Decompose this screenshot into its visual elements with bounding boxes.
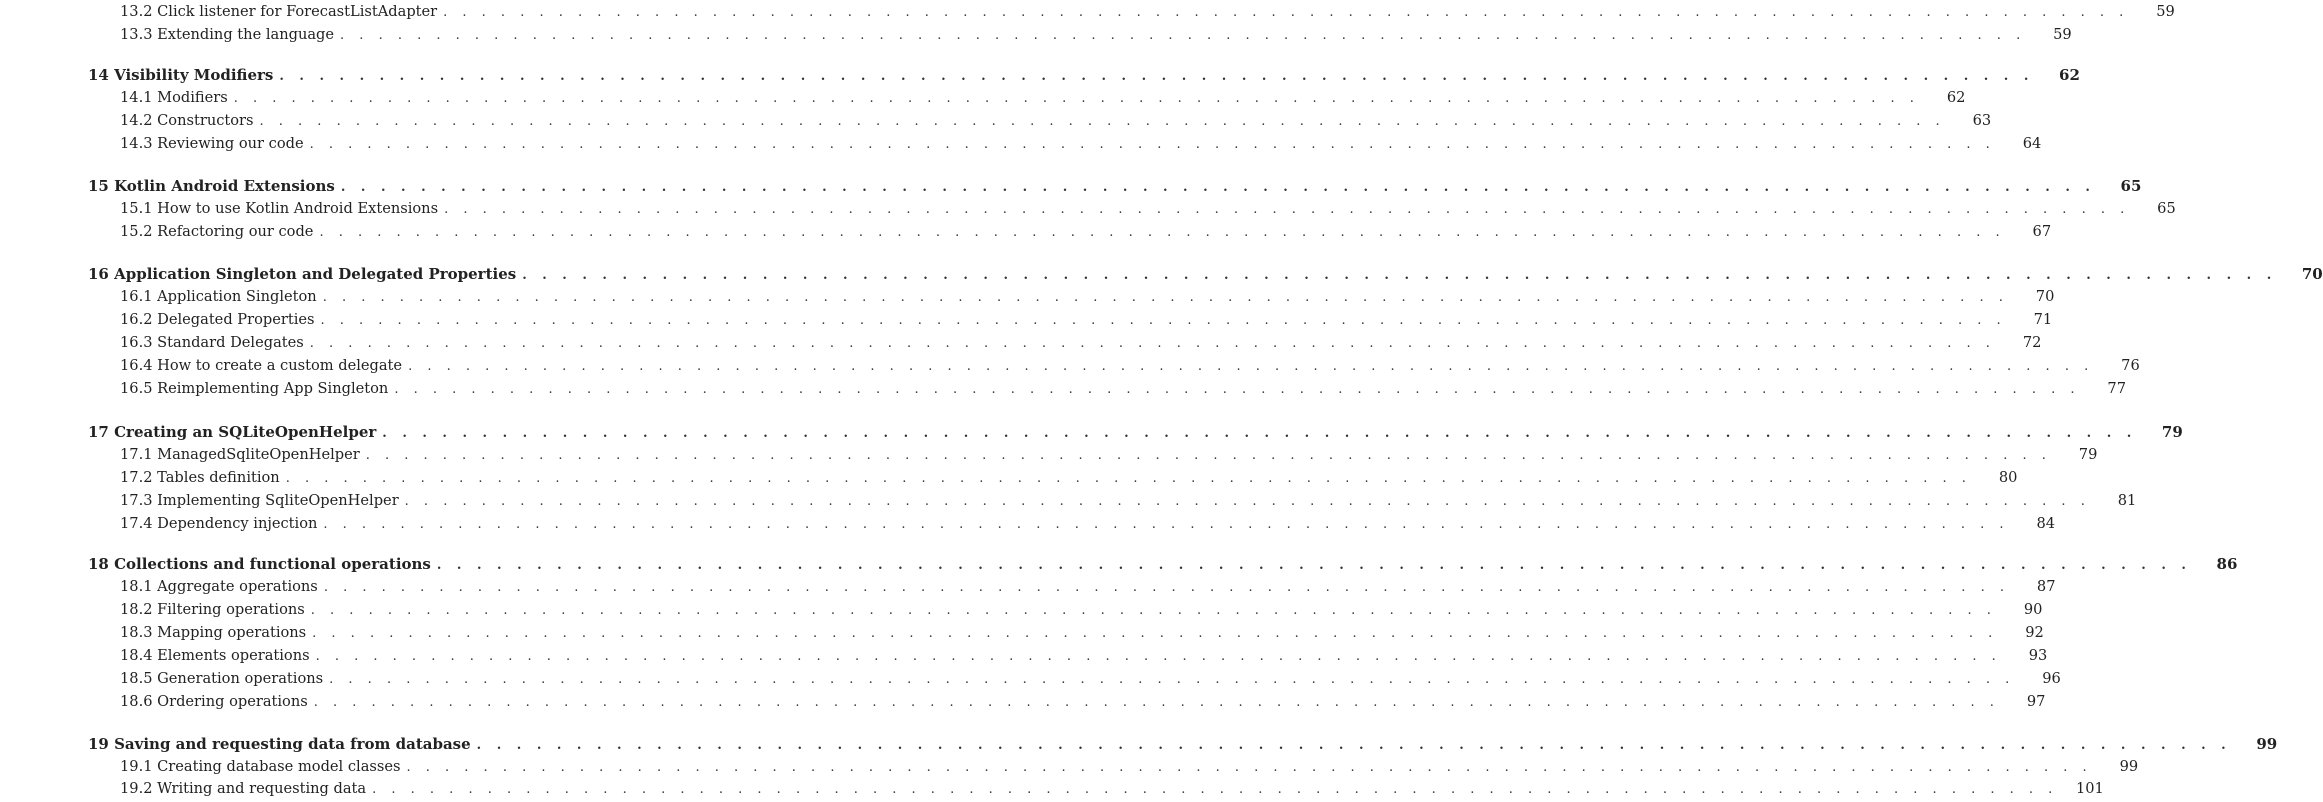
toc-page-number: 71 [2006, 311, 2052, 328]
toc-entry-title: 18.5 Generation operations [120, 670, 329, 687]
dot-leader: . . . . . . . . . . . . . . . . . . . . . . . . . . . . . . . . . . . . . . . . . . . . . . . . . . . . . . . . . . . . . . . . . . . . . . . . . . . . . . . . . . . . . . . . [340, 28, 2026, 43]
dot-leader: . . . . . . . . . . . . . . . . . . . . . . . . . . . . . . . . . . . . . . . . . . . . . . . . . . . . . . . . . . . . . . . . . . . . . . . . . . . . . . . . . . . . . . . . [323, 580, 2010, 595]
toc-entry[interactable] [0, 624, 2044, 646]
dot-leader: . . . . . . . . . . . . . . . . . . . . . . . . . . . . . . . . . . . . . . . . . . . . . . . . . . . . . . . . . . . . . . . . . . . . . . . . . . . . . . . . . . . . . . . . [323, 517, 2010, 532]
toc-page-number: 72 [1995, 334, 2041, 351]
dot-leader: . . . . . . . . . . . . . . . . . . . . . . . . . . . . . . . . . . . . . . . . . . . . . . . . . . . . . . . . . . . . . . . . . . . . . . . . . . . . . . . . . . . . . . . . [340, 180, 2096, 195]
toc-entry-title: 19.2 Writing and requesting data [120, 780, 372, 797]
toc-entry[interactable] [0, 288, 2055, 310]
toc-chapter[interactable] [0, 265, 2323, 287]
dot-leader: . . . . . . . . . . . . . . . . . . . . . . . . . . . . . . . . . . . . . . . . . . . . . . . . . . . . . . . . . . . . . . . . . . . . . . . . . . . . . . . . . . . . . . . . [233, 91, 1920, 106]
toc-page-number: 70 [2277, 265, 2323, 283]
toc-page-number: 59 [2026, 26, 2072, 43]
dot-leader: . . . . . . . . . . . . . . . . . . . . . . . . . . . . . . . . . . . . . . . . . . . . . . . . . . . . . . . . . . . . . . . . . . . . . . . . . . . . . . . . . . . . . . . . [365, 448, 2052, 463]
toc-entry-title: 14.1 Modifiers [120, 89, 234, 106]
toc-entry-title: 17.2 Tables definition [120, 469, 286, 486]
toc-entry[interactable] [0, 446, 2098, 468]
toc-chapter-title: 19 Saving and requesting data from database [88, 735, 477, 753]
toc-page-number: 97 [1999, 693, 2045, 710]
dot-leader: . . . . . . . . . . . . . . . . . . . . . . . . . . . . . . . . . . . . . . . . . . . . . . . . . . . . . . . . . . . . . . . . . . . . . . . . . . . . . . . . . . . . . . . . [320, 313, 2007, 328]
toc-entry-title: 17.3 Implementing SqliteOpenHelper [120, 492, 405, 509]
toc-entry[interactable] [0, 380, 2126, 402]
toc-entry[interactable] [0, 223, 2052, 245]
toc-entry[interactable] [0, 357, 2140, 379]
toc-entry[interactable] [0, 135, 2042, 157]
toc-page-number: 93 [2001, 647, 2047, 664]
dot-leader: . . . . . . . . . . . . . . . . . . . . . . . . . . . . . . . . . . . . . . . . . . . . . . . . . . . . . . . . . . . . . . . . . . . . . . . . . . . . . . . . . . . . . . . . [476, 738, 2232, 753]
toc-entry-title: 18.6 Ordering operations [120, 693, 314, 710]
toc-page-number: 101 [2058, 780, 2104, 797]
toc-entry[interactable] [0, 780, 2104, 802]
dot-leader: . . . . . . . . . . . . . . . . . . . . . . . . . . . . . . . . . . . . . . . . . . . . . . . . . . . . . . . . . . . . . . . . . . . . . . . . . . . . . . . . . . . . . . . . [310, 603, 1997, 618]
dot-leader: . . . . . . . . . . . . . . . . . . . . . . . . . . . . . . . . . . . . . . . . . . . . . . . . . . . . . . . . . . . . . . . . . . . . . . . . . . . . . . . . . . . . . . . . [372, 782, 2058, 797]
toc-entry[interactable] [0, 647, 2048, 669]
toc-page-number: 86 [2191, 555, 2237, 573]
dot-leader: . . . . . . . . . . . . . . . . . . . . . . . . . . . . . . . . . . . . . . . . . . . . . . . . . . . . . . . . . . . . . . . . . . . . . . . . . . . . . . . . . . . . . . . . [443, 5, 2129, 20]
toc-entry-title: 16.5 Reimplementing App Singleton [120, 380, 394, 397]
toc-page-number: 59 [2129, 3, 2175, 20]
dot-leader: . . . . . . . . . . . . . . . . . . . . . . . . . . . . . . . . . . . . . . . . . . . . . . . . . . . . . . . . . . . . . . . . . . . . . . . . . . . . . . . . . . . . . . . . [279, 69, 2034, 84]
dot-leader: . . . . . . . . . . . . . . . . . . . . . . . . . . . . . . . . . . . . . . . . . . . . . . . . . . . . . . . . . . . . . . . . . . . . . . . . . . . . . . . . . . . . . . . . [322, 290, 2009, 305]
toc-page-number: 62 [2034, 66, 2080, 84]
dot-leader: . . . . . . . . . . . . . . . . . . . . . . . . . . . . . . . . . . . . . . . . . . . . . . . . . . . . . . . . . . . . . . . . . . . . . . . . . . . . . . . . . . . . . . . . [408, 359, 2094, 374]
toc-entry-title: 14.2 Constructors [120, 112, 260, 129]
toc-page-number: 99 [2231, 735, 2277, 753]
toc-chapter-title: 15 Kotlin Android Extensions [88, 177, 341, 195]
toc-entry[interactable] [0, 578, 2056, 600]
toc-page-number: 96 [2015, 670, 2061, 687]
toc-chapter-title: 14 Visibility Modifiers [88, 66, 279, 84]
toc-entry[interactable] [0, 200, 2176, 222]
toc-chapter-title: 18 Collections and functional operations [88, 555, 437, 573]
toc-chapter[interactable] [0, 66, 2080, 88]
toc-entry[interactable] [0, 112, 1992, 134]
toc-entry[interactable] [0, 601, 2043, 623]
toc-entry-title: 16.1 Application Singleton [120, 288, 323, 305]
dot-leader: . . . . . . . . . . . . . . . . . . . . . . . . . . . . . . . . . . . . . . . . . . . . . . . . . . . . . . . . . . . . . . . . . . . . . . . . . . . . . . . . . . . . . . . . [329, 672, 2015, 687]
toc-page-number: 64 [1995, 135, 2041, 152]
toc-page-number: 87 [2009, 578, 2055, 595]
toc-entry-title: 13.3 Extending the language [120, 26, 340, 43]
dot-leader: . . . . . . . . . . . . . . . . . . . . . . . . . . . . . . . . . . . . . . . . . . . . . . . . . . . . . . . . . . . . . . . . . . . . . . . . . . . . . . . . . . . . . . . . [436, 558, 2192, 573]
toc-chapter[interactable] [0, 177, 2142, 199]
toc-entry[interactable] [0, 758, 2139, 780]
dot-leader: . . . . . . . . . . . . . . . . . . . . . . . . . . . . . . . . . . . . . . . . . . . . . . . . . . . . . . . . . . . . . . . . . . . . . . . . . . . . . . . . . . . . . . . . [315, 649, 2002, 664]
toc-page-number: 79 [2051, 446, 2097, 463]
toc-entry[interactable] [0, 515, 2056, 537]
dot-leader: . . . . . . . . . . . . . . . . . . . . . . . . . . . . . . . . . . . . . . . . . . . . . . . . . . . . . . . . . . . . . . . . . . . . . . . . . . . . . . . . . . . . . . . . [309, 336, 1996, 351]
toc-entry-title: 16.2 Delegated Properties [120, 311, 321, 328]
toc-entry[interactable] [0, 311, 2053, 333]
toc-entry[interactable] [0, 469, 2018, 491]
toc-page-number: 79 [2137, 423, 2183, 441]
toc-entry-title: 18.3 Mapping operations [120, 624, 312, 641]
toc-entry[interactable] [0, 492, 2137, 514]
toc-page-number: 92 [1998, 624, 2044, 641]
toc-entry[interactable] [0, 670, 2061, 692]
toc-page-number: 65 [2095, 177, 2141, 195]
toc-entry-title: 15.1 How to use Kotlin Android Extensions [120, 200, 444, 217]
toc-entry-title: 16.4 How to create a custom delegate [120, 357, 408, 374]
dot-leader: . . . . . . . . . . . . . . . . . . . . . . . . . . . . . . . . . . . . . . . . . . . . . . . . . . . . . . . . . . . . . . . . . . . . . . . . . . . . . . . . . . . . . . . . [285, 471, 1972, 486]
dot-leader: . . . . . . . . . . . . . . . . . . . . . . . . . . . . . . . . . . . . . . . . . . . . . . . . . . . . . . . . . . . . . . . . . . . . . . . . . . . . . . . . . . . . . . . . [406, 760, 2093, 775]
toc-entry[interactable] [0, 334, 2042, 356]
dot-leader: . . . . . . . . . . . . . . . . . . . . . . . . . . . . . . . . . . . . . . . . . . . . . . . . . . . . . . . . . . . . . . . . . . . . . . . . . . . . . . . . . . . . . . . . [259, 114, 1946, 129]
toc-page-number: 70 [2008, 288, 2054, 305]
dot-leader: . . . . . . . . . . . . . . . . . . . . . . . . . . . . . . . . . . . . . . . . . . . . . . . . . . . . . . . . . . . . . . . . . . . . . . . . . . . . . . . . . . . . . . . . [522, 268, 2277, 283]
toc-entry[interactable] [0, 693, 2046, 715]
toc-page-number: 90 [1996, 601, 2042, 618]
toc-entry[interactable] [0, 3, 2175, 25]
toc-entry-title: 19.1 Creating database model classes [120, 758, 407, 775]
toc-chapter[interactable] [0, 555, 2238, 577]
toc-entry-title: 14.3 Reviewing our code [120, 135, 310, 152]
dot-leader: . . . . . . . . . . . . . . . . . . . . . . . . . . . . . . . . . . . . . . . . . . . . . . . . . . . . . . . . . . . . . . . . . . . . . . . . . . . . . . . . . . . . . . . . [444, 202, 2130, 217]
dot-leader: . . . . . . . . . . . . . . . . . . . . . . . . . . . . . . . . . . . . . . . . . . . . . . . . . . . . . . . . . . . . . . . . . . . . . . . . . . . . . . . . . . . . . . . . [312, 626, 1998, 641]
dot-leader: . . . . . . . . . . . . . . . . . . . . . . . . . . . . . . . . . . . . . . . . . . . . . . . . . . . . . . . . . . . . . . . . . . . . . . . . . . . . . . . . . . . . . . . . [394, 382, 2080, 397]
toc-entry-title: 17.1 ManagedSqliteOpenHelper [120, 446, 366, 463]
toc-entry[interactable] [0, 26, 2072, 48]
toc-chapter[interactable] [0, 735, 2278, 757]
toc-entry-title: 18.2 Filtering operations [120, 601, 311, 618]
toc-chapter-title: 17 Creating an SQLiteOpenHelper [88, 423, 382, 441]
toc-entry-title: 17.4 Dependency injection [120, 515, 323, 532]
toc-page-number: 81 [2090, 492, 2136, 509]
dot-leader: . . . . . . . . . . . . . . . . . . . . . . . . . . . . . . . . . . . . . . . . . . . . . . . . . . . . . . . . . . . . . . . . . . . . . . . . . . . . . . . . . . . . . . . . [313, 695, 2000, 710]
toc-page-number: 84 [2009, 515, 2055, 532]
toc-page-number: 65 [2130, 200, 2176, 217]
toc-page-number: 62 [1919, 89, 1965, 106]
toc-page-number: 77 [2080, 380, 2126, 397]
toc-page-number: 80 [1971, 469, 2017, 486]
dot-leader: . . . . . . . . . . . . . . . . . . . . . . . . . . . . . . . . . . . . . . . . . . . . . . . . . . . . . . . . . . . . . . . . . . . . . . . . . . . . . . . . . . . . . . . . [382, 426, 2137, 441]
toc-page-number: 63 [1945, 112, 1991, 129]
toc-page-number: 76 [2094, 357, 2140, 374]
toc-entry-title: 16.3 Standard Delegates [120, 334, 310, 351]
toc-page-number: 67 [2005, 223, 2051, 240]
toc-entry-title: 18.1 Aggregate operations [120, 578, 324, 595]
dot-leader: . . . . . . . . . . . . . . . . . . . . . . . . . . . . . . . . . . . . . . . . . . . . . . . . . . . . . . . . . . . . . . . . . . . . . . . . . . . . . . . . . . . . . . . . [319, 225, 2006, 240]
toc-chapter[interactable] [0, 423, 2183, 445]
toc-chapter-title: 16 Application Singleton and Delegated Properties [88, 265, 522, 283]
dot-leader: . . . . . . . . . . . . . . . . . . . . . . . . . . . . . . . . . . . . . . . . . . . . . . . . . . . . . . . . . . . . . . . . . . . . . . . . . . . . . . . . . . . . . . . . [404, 494, 2091, 509]
dot-leader: . . . . . . . . . . . . . . . . . . . . . . . . . . . . . . . . . . . . . . . . . . . . . . . . . . . . . . . . . . . . . . . . . . . . . . . . . . . . . . . . . . . . . . . . [309, 137, 1996, 152]
toc-entry-title: 13.2 Click listener for ForecastListAdapter [120, 3, 443, 20]
toc-entry[interactable] [0, 89, 1966, 111]
toc-entry-title: 18.4 Elements operations [120, 647, 316, 664]
toc-entry-title: 15.2 Refactoring our code [120, 223, 319, 240]
toc-page-number: 99 [2092, 758, 2138, 775]
